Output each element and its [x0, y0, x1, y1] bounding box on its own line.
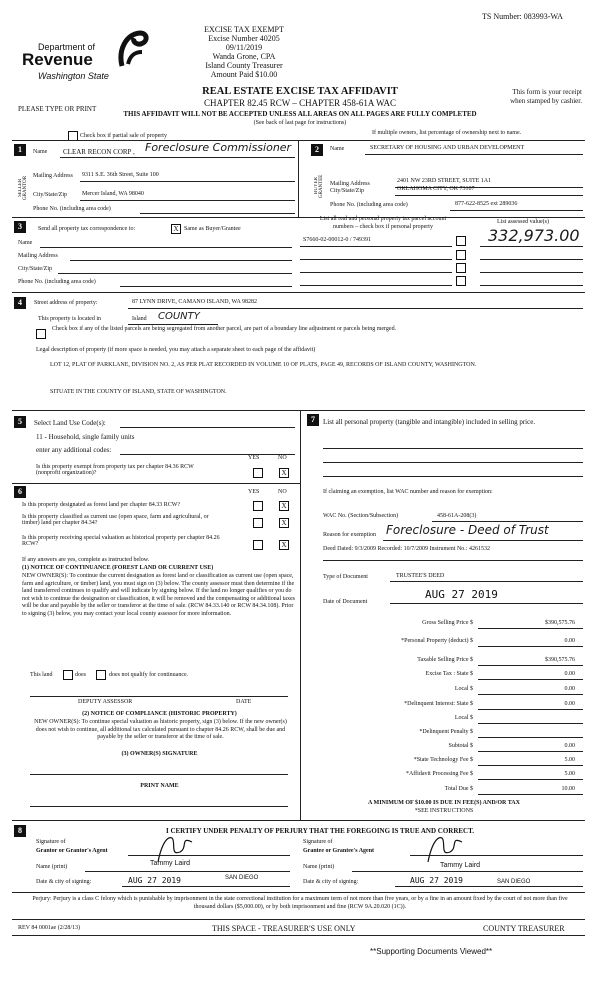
parcel-personal-checkbox-4[interactable] [456, 276, 466, 286]
fee-value: 0.00 [564, 638, 575, 644]
forest-yes-checkbox[interactable] [253, 501, 263, 511]
perjury-statement: Perjury: Perjury is a class C felony which is punishable by imprisonment in the state correctional institution for a maximum term of not more than five years, or by a fine in an amount fixed by the court of not more than five thousand dollars ($5,000.00), or by both imprisonment and fine (RCW 9A.20.020 (1C)). [32, 896, 568, 910]
located-label: This property is located in [38, 316, 101, 322]
buyer-phone: 877-622-8525 ext 289036 [455, 201, 518, 207]
seller-address: 9311 S.E. 36th Street, Suite 100 [82, 172, 159, 178]
yes-header-5: YES [248, 455, 260, 461]
reason-line [383, 540, 583, 541]
assessed-line [480, 259, 583, 260]
doc-date-label: Date of Document [323, 599, 368, 605]
fee-label: Excise Tax : State $ [425, 671, 473, 677]
wac-label: WAC No. (Section/Subsection) [323, 513, 399, 519]
fee-line [478, 751, 583, 752]
grantee-date-label: Date & city of signing: [303, 879, 359, 885]
fee-value: 0.00 [564, 671, 575, 677]
receipt-line: when stamped by cashier. [510, 97, 582, 105]
seller-city: Mercer Island, WA 98040 [82, 191, 144, 197]
divider [12, 292, 585, 293]
fee-line [478, 779, 583, 780]
divider [12, 820, 585, 821]
historic-question: Is this property receiving special valuation as historical property per chapter 84.26 RCW? [22, 535, 220, 547]
seller-name-line [60, 157, 295, 158]
doc-type: TRUSTEE'S DEED [396, 573, 445, 579]
corr-mailing-line [70, 260, 292, 261]
divider [12, 919, 585, 920]
send-correspondence-label: Send all property tax correspondence to: [38, 226, 136, 232]
wac-number: 458-61A-208(3) [437, 513, 477, 519]
seller-phone-line [140, 213, 295, 214]
grantee-name-line [352, 871, 583, 872]
fee-line [478, 765, 583, 766]
divider [12, 935, 585, 936]
grantee-sig-label2: Grantee or Grantee's Agent [303, 848, 375, 854]
logo-line3: Washington State [38, 71, 109, 81]
grantor-city: SAN DIEGO [225, 875, 259, 881]
corr-city-line [58, 273, 292, 274]
reason-label: Reason for exemption [323, 532, 376, 538]
seller-name: CLEAR RECON CORP , [63, 148, 135, 156]
section-4-marker: 4 [14, 297, 26, 309]
parcel-line [300, 272, 452, 273]
current-use-yes-checkbox[interactable] [253, 518, 263, 528]
notice1-title: (1) NOTICE OF CONTINUANCE (FOREST LAND OR CURRENT USE) [22, 565, 214, 571]
exemption-label: If claiming an exemption, list WAC number and reason for exemption: [323, 489, 493, 495]
if-any-yes: If any answers are yes, complete as instructed below. [22, 557, 150, 563]
exempt-yes-checkbox[interactable] [253, 468, 263, 478]
exempt-question: Is this property exempt from property tax per chapter 84.36 RCW (nonprofit organization)? [36, 464, 194, 476]
same-as-buyer-checkbox[interactable]: X [171, 224, 181, 234]
corr-phone-line [120, 286, 292, 287]
grantor-sig-label2: Grantor or Grantor's Agent [36, 848, 108, 854]
grantor-date-line [122, 886, 290, 887]
wac-line [432, 521, 583, 522]
warning-text: THIS AFFIDAVIT WILL NOT BE ACCEPTED UNLESS ALL AREAS ON ALL PAGES ARE FULLY COMPLETED [123, 110, 477, 118]
seller-name-label: Name [33, 149, 48, 155]
grantor-name-line [85, 871, 290, 872]
grantor-date: AUG 27 2019 [128, 876, 181, 885]
divider [298, 140, 299, 217]
receipt-note [460, 88, 582, 106]
section-6-marker: 6 [14, 486, 26, 498]
legal-description-1: LOT 12, PLAT OF PARKLANE, DIVISION NO. 2, AS PER PLAT RECORDED IN VOLUME 10 OF PLATS, PAGE 49, RECORDS OF ISLAND COUNTY, WASHINGTON. [50, 362, 477, 368]
grantee-signature [420, 832, 470, 866]
land-use-line [120, 427, 295, 428]
buyer-name: SECRETARY OF HOUSING AND URBAN DEVELOPMENT [370, 145, 525, 151]
county-treasurer: COUNTY TREASURER [483, 924, 565, 933]
doc-date-line [390, 603, 583, 604]
fee-value: 0.00 [564, 686, 575, 692]
parcel-personal-checkbox-2[interactable] [456, 250, 466, 260]
parcel-header-line: numbers – check box if personal property [333, 224, 433, 230]
fee-value: 5.00 [564, 771, 575, 777]
parcel-personal-checkbox-1[interactable] [456, 236, 466, 246]
land-use-code: 11 - Household, single family units [36, 433, 135, 441]
buyer-side-label: BUYER GRANTEE [314, 174, 324, 198]
current-use-no-checkbox[interactable]: X [279, 518, 289, 528]
fee-label: *Affidavit Processing Fee $ [405, 771, 473, 777]
no-header-6: NO [278, 489, 287, 495]
divider [12, 483, 300, 484]
assessed-line [480, 246, 583, 247]
assessed-line [480, 272, 583, 273]
grantor-sig-label: Signature of [36, 839, 66, 845]
fee-label: *Personal Property (deduct) $ [401, 638, 473, 644]
parcel-number: S7660-02-00012-0 / 749391 [303, 237, 371, 243]
county-handwritten: COUNTY [158, 311, 200, 322]
print-name-label: PRINT NAME [140, 783, 179, 789]
assessed-line [480, 285, 583, 286]
fee-label: *State Technology Fee $ [413, 757, 473, 763]
personal-property-line [323, 476, 583, 477]
assessed-value: 332,973.00 [488, 226, 580, 245]
owner-sig-line [30, 774, 288, 775]
seller-phone-label: Phone No. (including area code) [33, 206, 111, 212]
logo-line2: Revenue [22, 50, 93, 69]
grantee-sig-label: Signature of [303, 839, 333, 845]
segregated-label: Check box if any of the listed parcels are being segregated from another parcel, are part of a boundary line adjustment or parcels being merged. [52, 326, 397, 332]
reason-handwritten: Foreclosure - Deed of Trust [386, 523, 549, 537]
buyer-phone-label: Phone No. (including area code) [330, 202, 408, 208]
street-label: Street address of property: [34, 300, 98, 306]
stamp-line: EXCISE TAX EXEMPT [204, 25, 284, 34]
land-use-label: Select Land Use Code(s): [34, 419, 106, 427]
legal-description-2: SITUATE IN THE COUNTY OF ISLAND, STATE OF WASHINGTON. [50, 389, 227, 395]
see-back: (See back of last page for instructions) [253, 120, 347, 126]
buyer-city-line [395, 195, 583, 196]
personal-property-line [323, 448, 583, 449]
grantor-date-label: Date & city of signing: [36, 879, 92, 885]
see-instructions: *SEE INSTRUCTIONS [414, 808, 474, 814]
fee-value: $390,575.76 [545, 620, 575, 626]
grantee-name-label: Name (print) [303, 864, 335, 870]
fee-label: Local $ [454, 686, 473, 692]
seller-address-line [80, 181, 295, 182]
parcel-line [300, 246, 452, 247]
fee-label: Taxable Selling Price $ [417, 657, 473, 663]
fee-line [478, 646, 583, 647]
buyer-address-label: Mailing Address [330, 181, 370, 187]
fee-line [478, 737, 583, 738]
current-use-question: Is this property classified as current use (open space, farm and agricultural, or timber) land per chapter 84.34? [22, 514, 209, 526]
certify-statement: I CERTIFY UNDER PENALTY OF PERJURY THAT THE FOREGOING IS TRUE AND CORRECT. [165, 827, 474, 835]
receipt-line: This form is your receipt [512, 88, 582, 96]
section-3-marker: 3 [14, 221, 26, 233]
dor-logo [22, 30, 160, 90]
deputy-assessor-label: DEPUTY ASSESSOR [78, 699, 133, 705]
fee-label: *Delinquent Interest: State $ [404, 701, 473, 707]
treasurer-use: THIS SPACE - TREASURER'S USE ONLY [212, 924, 356, 933]
fee-label: Total Due $ [444, 786, 473, 792]
fee-label: Local $ [454, 715, 473, 721]
fee-line [478, 628, 583, 629]
fee-line [478, 679, 583, 680]
stamp-line: Island County Treasurer [205, 61, 283, 70]
does-not-qualify-checkbox[interactable] [96, 670, 106, 680]
parcel-header-line: List all real and personal property tax parcel account [319, 216, 447, 222]
assessed-header: List assessed value(s) [497, 219, 549, 225]
parcel-header [298, 215, 468, 231]
divider [12, 410, 585, 411]
parcel-line [300, 285, 452, 286]
county-typed: Island [132, 316, 147, 322]
corr-name-label: Name [18, 240, 33, 246]
divider [300, 410, 301, 820]
doc-type-label: Type of Document [323, 574, 368, 580]
fee-line [478, 794, 583, 795]
please-type: PLEASE TYPE OR PRINT [18, 105, 97, 113]
fee-line [478, 665, 583, 666]
no-header-5: NO [278, 455, 287, 461]
logo-swoosh-icon [116, 30, 150, 70]
ts-number: TS Number: 083993-WA [482, 12, 563, 21]
buyer-city: OKLAHOMA CITY, OK 73107 [397, 186, 475, 192]
fee-value: 10.00 [561, 786, 575, 792]
deed-line [323, 560, 583, 561]
grantee-city: SAN DIEGO [497, 879, 531, 885]
personal-property-label: List all personal property (tangible and intangible) included in selling price. [323, 418, 536, 426]
corr-city-label: City/State/Zip [18, 266, 52, 272]
fee-line [478, 723, 583, 724]
fee-line [478, 709, 583, 710]
segregated-checkbox[interactable] [36, 329, 46, 339]
logo-line1: Department of [38, 42, 96, 52]
doc-date: AUG 27 2019 [425, 588, 498, 601]
exempt-no-checkbox[interactable]: X [279, 468, 289, 478]
fee-label: Subtotal $ [448, 743, 473, 749]
this-land-label: This land [30, 672, 53, 678]
notice2-body: NEW OWNER(S): To continue special valuation as historic property, sign (3) below. If the new owner(s) does not wish to continue, all additional tax calculated pursuant to chapter 84.26 RCW, shall be due and payable by the seller or transferor at the time of sale. [34, 719, 287, 740]
stamp-line: 09/11/2019 [225, 43, 263, 52]
street-address: 87 LYNN DRIVE, CAMANO ISLAND, WA 98282 [132, 299, 257, 305]
legal-label: Legal description of property (if more space is needed, you may attach a separate sheet to each page of the affidavit) [36, 347, 316, 353]
owner-signature-label: (3) OWNER(S) SIGNATURE [121, 751, 198, 757]
deed-dated: Deed Dated: 9/3/2009 Recorded: 10/7/2009 Instrument No.: 4261532 [323, 546, 490, 552]
divider [12, 892, 585, 893]
partial-sale-label: Check box if partial sale of property [80, 133, 167, 139]
fee-value: 5.00 [564, 757, 575, 763]
stamp-line: Wanda Grone, CPA [212, 52, 276, 61]
seller-side-label: SELLER GRANTOR [18, 175, 28, 201]
form-title: REAL ESTATE EXCISE TAX AFFIDAVIT [202, 86, 398, 97]
notice2-title: (2) NOTICE OF COMPLIANCE (HISTORIC PROPERTY) [82, 711, 237, 717]
section-8-marker: 8 [14, 825, 26, 837]
grantor-name: Tammy Laird [150, 860, 191, 867]
not-qualify-label: does not qualify for continuance. [109, 672, 189, 678]
fee-label: *Delinquent Penalty $ [419, 729, 473, 735]
section-7-marker: 7 [307, 414, 319, 426]
fee-value: 0.00 [564, 743, 575, 749]
street-line [128, 308, 583, 309]
same-as-buyer-label: Same as Buyer/Grantee [184, 226, 241, 232]
fee-value: $390,575.76 [545, 657, 575, 663]
buyer-city-label: City/State/Zip [330, 188, 364, 194]
rev-number: REV 84 0001ae (2/28/13) [18, 925, 81, 931]
notice1-body: NEW OWNER(S): To continue the current designation as forest land or classification as current use (open space, farm and agriculture, or timber) land, you must sign on (3) below. The county assessor must then determine if the land transferred continues to qualify and will indicate by signing below. If the land no longer qualifies or you do not wish to continue the designation or classification, it will be removed and the compensating or additional taxes will be due and payable by the seller or transferor at the time of sale. (RCW 84.33.140 or RCW 84.34.108). Prior to signing (3) below, you may contact your local county assessor for more information. [22, 573, 295, 617]
assessor-sig-line [30, 696, 288, 697]
seller-city-line [80, 200, 295, 201]
buyer-name-line [365, 154, 583, 155]
parcel-personal-checkbox-3[interactable] [456, 263, 466, 273]
grantee-date-line [395, 886, 583, 887]
buyer-phone-line [450, 210, 583, 211]
supporting-docs: **Supporting Documents Viewed** [370, 947, 493, 956]
grantee-name: Tammy Laird [440, 862, 481, 869]
section-2-marker: 2 [311, 144, 323, 156]
yes-header-6: YES [248, 489, 260, 495]
form-chapter: CHAPTER 82.45 RCW – CHAPTER 458-61A WAC [204, 98, 396, 108]
assessor-date-label: DATE [236, 699, 252, 705]
multiple-owners-note: If multiple owners, list percentage of ownership next to name. [372, 130, 522, 136]
print-name-line [30, 806, 288, 807]
grantee-date: AUG 27 2019 [410, 876, 463, 885]
seller-address-label: Mailing Address [33, 173, 73, 179]
fee-value: 0.00 [564, 701, 575, 707]
additional-codes-label: enter any additional codes: [36, 446, 112, 454]
corr-phone-label: Phone No. (including area code) [18, 279, 96, 285]
corr-name-line [40, 247, 292, 248]
minimum-fee: A MINIMUM OF $10.00 IS DUE IN FEE(S) AND/OR TAX [368, 800, 520, 806]
buyer-address: 2401 NW 23RD STREET, SUITE 1A1 [397, 178, 492, 184]
seller-name-handwritten: Foreclosure Commissioner [145, 141, 292, 154]
stamp-line: Amount Paid $10.00 [210, 70, 278, 79]
section-5-marker: 5 [14, 416, 26, 428]
county-line [128, 324, 218, 325]
section-1-marker: 1 [14, 144, 26, 156]
seller-city-label: City/State/Zip [33, 192, 67, 198]
fee-label: Gross Selling Price $ [422, 620, 473, 626]
parcel-line [300, 259, 452, 260]
personal-property-line [323, 462, 583, 463]
stamp-line: Excise Number 40205 [208, 34, 280, 43]
historic-yes-checkbox[interactable] [253, 540, 263, 550]
fee-line [478, 694, 583, 695]
historic-no-checkbox[interactable]: X [279, 540, 289, 550]
corr-mailing-label: Mailing Address [18, 253, 58, 259]
does-qualify-checkbox[interactable] [63, 670, 73, 680]
does-label: does [75, 672, 86, 678]
forest-question: Is this property designated as forest land per chapter 84.33 RCW? [22, 502, 181, 508]
grantor-name-label: Name (print) [36, 864, 68, 870]
doc-type-line [390, 581, 583, 582]
forest-no-checkbox[interactable]: X [279, 501, 289, 511]
buyer-name-label: Name [330, 146, 345, 152]
additional-codes-line [120, 454, 295, 455]
exempt-stamp [184, 25, 304, 79]
